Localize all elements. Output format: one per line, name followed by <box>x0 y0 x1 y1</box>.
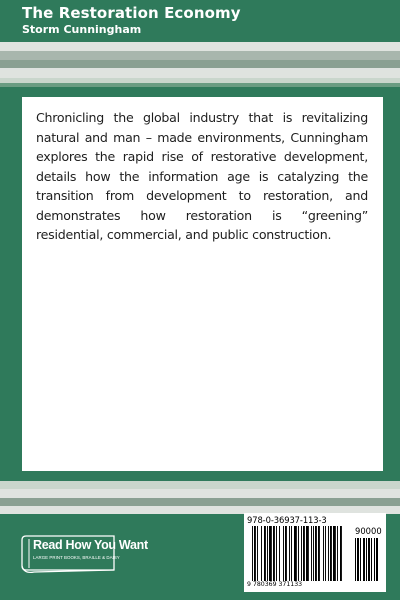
book-title: The Restoration Economy <box>22 4 241 22</box>
stripe-bottom-1 <box>0 481 400 489</box>
publisher-logo <box>20 535 148 575</box>
blurb-panel <box>22 97 383 471</box>
barcode-digits: 9 780369 371133 <box>247 581 303 588</box>
stripe-top-2 <box>0 51 400 60</box>
cover-header <box>0 0 400 42</box>
publisher-tagline: LARGE PRINT BOOKS, BRAILLE & DAISY <box>33 555 120 560</box>
stripe-top-6 <box>0 83 400 87</box>
isbn-barcode <box>244 513 386 592</box>
stripe-top-1 <box>0 42 400 51</box>
barcode-bars <box>252 526 352 583</box>
price-barcode-bars <box>355 538 383 581</box>
stripe-bottom-3 <box>0 498 400 506</box>
book-author: Storm Cunningham <box>22 23 142 36</box>
book-description: Chronicling the global industry that is revitalizing natural and man – made environments, Cunningham explores the rapid rise of restorative development, details how the information age is catalyzing the transition from development to restoration, and demonstrates how restoration is “greening” residential, commercial, and public construction. <box>36 110 368 242</box>
publisher-name: Read How You Want <box>33 538 148 552</box>
stripe-top-3 <box>0 60 400 68</box>
stripe-bottom-2 <box>0 489 400 498</box>
barcode-price-code: 90000 <box>355 526 382 536</box>
isbn-number: 978-0-36937-113-3 <box>247 515 327 525</box>
stripe-top-4 <box>0 68 400 78</box>
